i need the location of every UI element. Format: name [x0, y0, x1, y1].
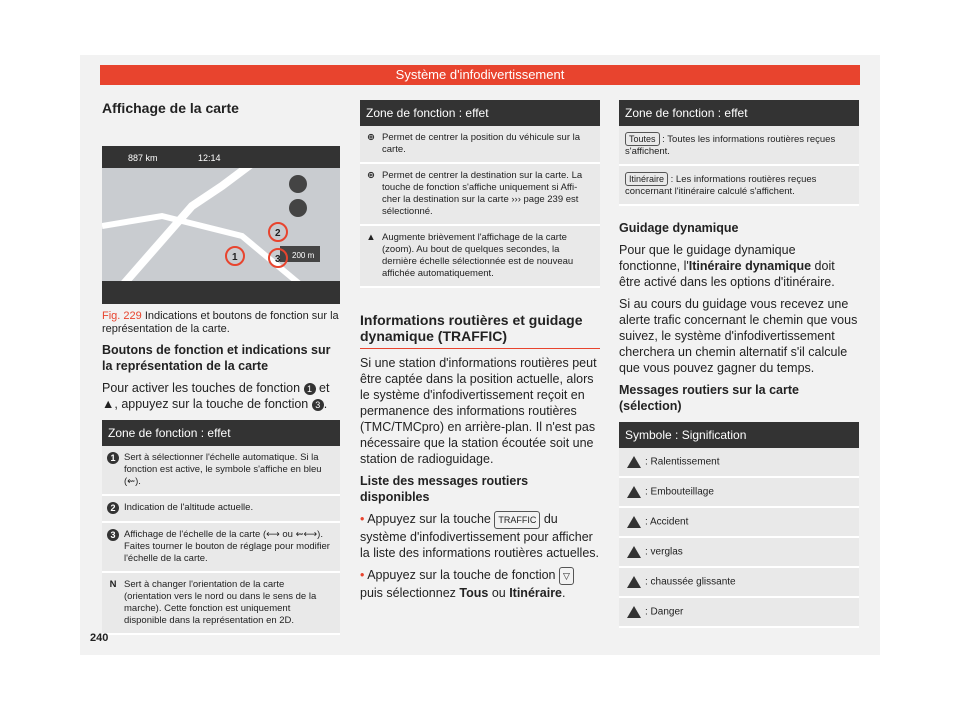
page-header: Système d'infodivertissement: [100, 65, 860, 85]
figure-label: Fig. 229: [102, 310, 142, 322]
symbol-table-head: Symbole : Signification: [619, 422, 859, 448]
symbol-row: : chaussée glissante: [619, 568, 859, 598]
symbol-row: : Embouteillage: [619, 478, 859, 508]
table-head-col1: Zone de fonction : effet: [102, 420, 340, 446]
traffic-button: TRAFFIC: [494, 511, 540, 529]
toutes-button: Toutes: [625, 132, 660, 146]
itineraire-button: Itinéraire: [625, 172, 668, 186]
table-row: ⊕ Permet de centrer la position du véhicule sur la carte.: [360, 126, 600, 164]
table-row: ⊛ Permet de centrer la destination sur la carte. La touche de fonction s'affiche uniquement si Affi-cher la destination sur la carte ››› page 239 est sélectionné.: [360, 164, 600, 226]
messages-title: Messages routiers sur la carte (sélection): [619, 383, 799, 413]
table-row: 2 Indication de l'altitude actuelle.: [102, 496, 340, 523]
callout-2: 2: [275, 228, 281, 239]
bullet-1: • Appuyez sur la touche TRAFFIC du système d'infodivertissement pour afficher la liste des informations routières actuelles.: [360, 512, 600, 560]
symbol-row: : Danger: [619, 598, 859, 628]
warning-icon: [627, 576, 641, 588]
table-row: Itinéraire : Les informations routières reçues concernant l'itinéraire calculé s'affichent.: [619, 166, 859, 206]
north-icon: N: [109, 579, 117, 590]
symbol-row: : Ralentissement: [619, 448, 859, 478]
section-title-map: Affichage de la carte: [102, 100, 239, 116]
warning-icon: [627, 546, 641, 558]
zoom-icon: ▲: [366, 232, 376, 243]
table-head-col2: Zone de fonction : effet: [360, 100, 600, 126]
table-row: N Sert à changer l'orientation de la carte (orientation vers le nord ou dans le sens de la marche). Cette fonction est uniquement disponible dans la représentation en 2D.: [102, 573, 340, 635]
figure-caption: [102, 310, 340, 336]
section-title-traffic: Informations routières et guidage dynamique (TRAFFIC): [360, 312, 600, 349]
warning-icon: [627, 456, 641, 468]
column-2: [360, 100, 600, 607]
table-row: 3 Affichage de l'échelle de la carte (⟷ ou ⇜⟷). Faites tourner le bouton de réglage pour modifier l'échelle de la carte.: [102, 523, 340, 573]
paragraph-guidage: Pour que le guidage dynamique fonctionne, l'Itinéraire dynamique doit être activé dans les options d'itinéraire.: [619, 243, 835, 289]
paragraph-activate: Pour activer les touches de fonction 1 et ▲, appuyez sur la touche de fonction 3 .: [102, 381, 330, 411]
dropdown-button: ▽: [559, 567, 574, 585]
map-distance: 887 km: [128, 153, 158, 163]
table-row: Toutes : Toutes les informations routières reçues s'affichent.: [619, 126, 859, 166]
list-title: Liste des messages routiers disponibles: [360, 474, 529, 504]
bullet-2: • Appuyez sur la touche de fonction ▽ puis sélectionnez Tous ou Itinéraire.: [360, 567, 600, 601]
map-illustration: [102, 146, 340, 304]
table-head-col3: Zone de fonction : effet: [619, 100, 859, 126]
column-1: [102, 100, 340, 635]
map-time: 12:14: [198, 153, 221, 163]
symbol-row: : Accident: [619, 508, 859, 538]
map-figure: [102, 146, 340, 304]
warning-icon: [627, 606, 641, 618]
guidage-title: Guidage dynamique: [619, 221, 739, 235]
column-3: [619, 100, 859, 628]
subtitle-buttons: Boutons de fonction et indications sur la représentation de la carte: [102, 343, 331, 373]
symbol-row: : verglas: [619, 538, 859, 568]
table-row: ▲ Augmente brièvement l'affichage de la carte (zoom). Au bout de quelques secondes, la dernière échelle sélectionnée est de nouveau affichée automatiquement.: [360, 226, 600, 288]
callout-3: 3: [275, 254, 281, 265]
center-position-icon: ⊕: [367, 132, 375, 143]
figure-caption-text: Indications et boutons de fonction sur la représentation de la carte.: [102, 310, 339, 335]
map-scale: 200 m: [292, 251, 315, 260]
warning-icon: [627, 486, 641, 498]
callout-1: 1: [232, 252, 238, 263]
table-row: 1 Sert à sélectionner l'échelle automatique. Si la fonction est active, le symbole s'affiche en bleu (⇜).: [102, 446, 340, 496]
paragraph-alert: Si au cours du guidage vous recevez une alerte trafic concernant le chemin que vous suivez, le système d'infodivertissement cherchera un chemin alternatif s'il calcule que vous pouvez gagner du temps.: [619, 297, 858, 375]
paragraph-traffic: Si une station d'informations routières peut être captée dans la position actuelle, alors le système d'infodivertissement reçoit en permanence des informations routières (TMC/TMCpro) en arrière-plan. Il n'est pas nécessaire que la station écoutée soit une station de radioguidage.: [360, 356, 597, 466]
warning-icon: [627, 516, 641, 528]
page-number: 240: [90, 632, 109, 644]
center-destination-icon: ⊛: [367, 170, 375, 181]
